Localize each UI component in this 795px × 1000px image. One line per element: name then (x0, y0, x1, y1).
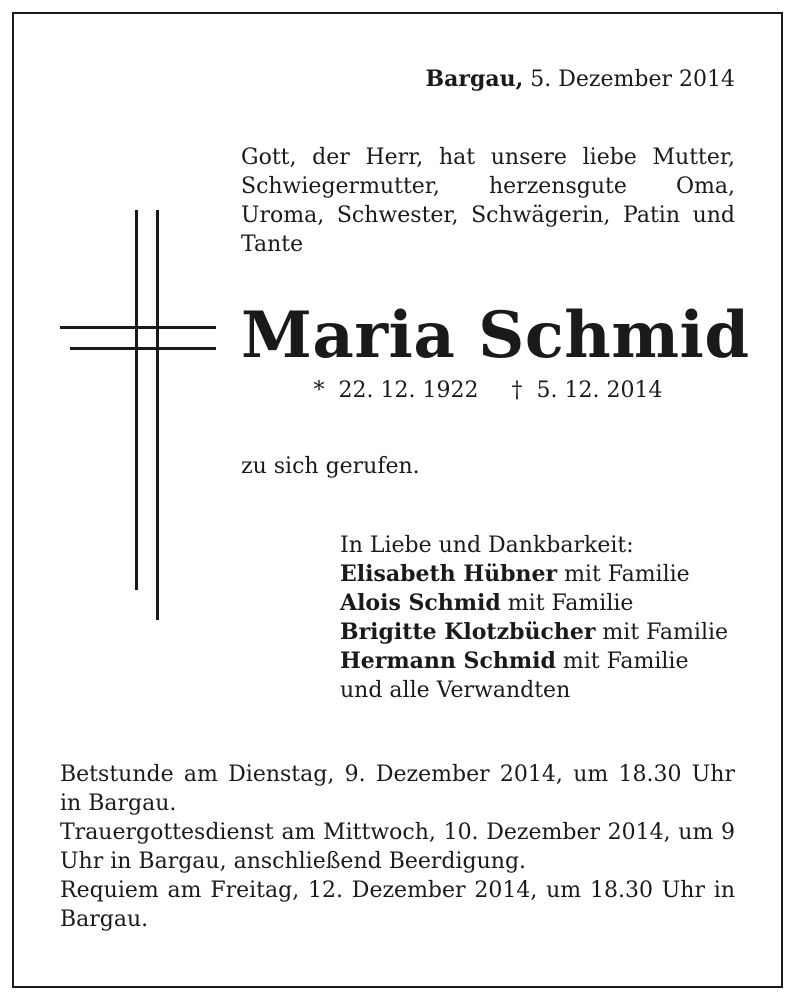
mourners-closing: und alle Verwandten (340, 678, 571, 703)
mourner-name: Hermann Schmid (340, 648, 556, 674)
death-symbol: † (511, 378, 523, 403)
mourner-suffix: mit Familie (557, 562, 690, 587)
life-dates (241, 378, 735, 403)
cross-icon (60, 210, 216, 620)
mourners-block (340, 531, 728, 705)
services-block (60, 760, 735, 934)
mourner-suffix: mit Familie (500, 591, 634, 616)
mourners-heading: In Liebe und Dankbarkeit: (340, 533, 634, 558)
mourner-name: Elisabeth Hübner (340, 561, 558, 587)
mourner-entry (340, 560, 728, 589)
mourner-entry (340, 618, 728, 647)
mourner-entry (340, 589, 728, 618)
intro-text: Gott, der Herr, hat unsere liebe Mutter, Schwiegermutter, herzensgute Oma, Uroma, Schwester, Schwägerin, Patin und Tante (241, 145, 735, 257)
mourner-name: Alois Schmid (340, 590, 501, 616)
birth-date: 22. 12. 1922 (338, 378, 479, 403)
called-text: zu sich gerufen. (241, 454, 420, 479)
birth-symbol: * (313, 378, 325, 403)
mourner-suffix: mit Familie (555, 649, 689, 674)
death-date: 5. 12. 2014 (536, 378, 663, 403)
deceased-name: Maria Schmid (241, 298, 750, 373)
dateline-date: 5. Dezember 2014 (530, 67, 735, 92)
mourner-name: Brigitte Klotzbücher (340, 619, 596, 645)
service-line-requiem: Requiem am Freitag, 12. Dezember 2014, um 18.30 Uhr in Bargau. (60, 878, 735, 932)
dateline-place: Bargau, (425, 66, 524, 92)
dateline (426, 66, 735, 92)
service-line-prayer: Betstunde am Dienstag, 9. Dezember 2014, um 18.30 Uhr in Bargau. (60, 762, 735, 816)
service-line-funeral: Trauergottesdienst am Mittwoch, 10. Dezember 2014, um 9 Uhr in Bargau, anschließend Beerdigung. (60, 820, 735, 874)
mourner-entry (340, 647, 728, 676)
mourner-suffix: mit Familie (595, 620, 729, 645)
